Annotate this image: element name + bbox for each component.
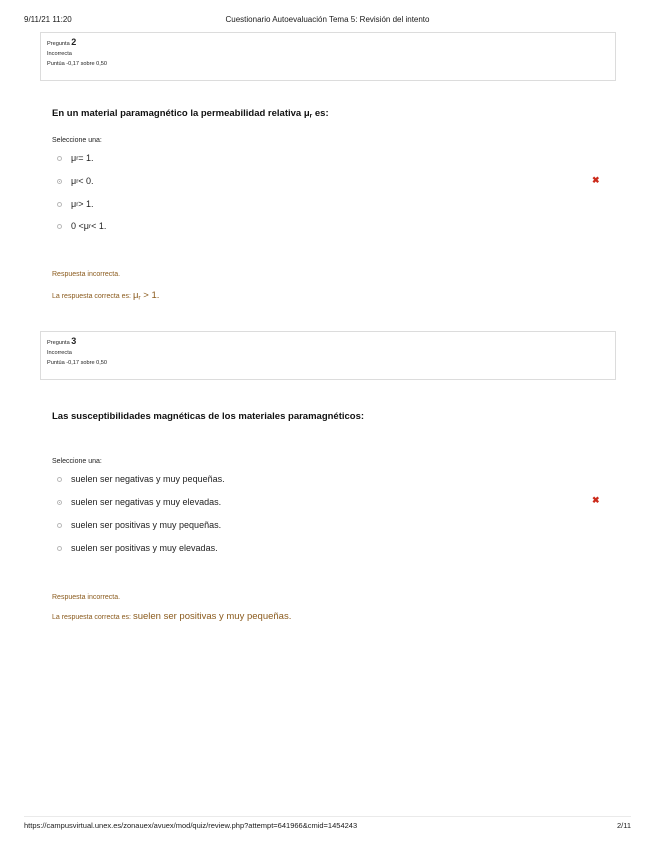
question-score: Puntúa -0,17 sobre 0,50	[47, 360, 108, 366]
question-3-text: Las susceptibilidades magnéticas de los materiales paramagnéticos:	[52, 411, 365, 422]
question-3-prompt: Seleccione una:	[52, 458, 102, 465]
question-2-correct-answer: La respuesta correcta es: $\mu_r > 1$.	[52, 290, 160, 302]
incorrect-icon: ✖	[592, 495, 600, 505]
question-3-option-1[interactable]: suelen ser negativas y muy pequeñas.	[57, 472, 225, 486]
print-footer	[24, 816, 631, 832]
radio-unchecked-icon[interactable]	[57, 202, 62, 207]
radio-unchecked-icon[interactable]	[57, 523, 62, 528]
question-2-option-1[interactable]: μ r = 1.	[57, 151, 94, 165]
question-2-option-2[interactable]: μ r < 0.	[57, 174, 94, 188]
question-2-option-4[interactable]: 0 < μ r < 1.	[57, 219, 106, 233]
question-3-option-4[interactable]: suelen ser positivas y muy elevadas.	[57, 541, 218, 555]
page-url: https://campusvirtual.unex.es/zonauex/avuex/mod/quiz/review.php?attempt=641966&cmid=1454243	[24, 821, 358, 830]
question-2-option-3[interactable]: μ r > 1.	[57, 197, 94, 211]
radio-unchecked-icon[interactable]	[57, 546, 62, 551]
print-page-title: Cuestionario Autoevaluación Tema 5: Revisión del intento	[225, 15, 430, 24]
question-3-info	[40, 331, 616, 380]
radio-unchecked-icon[interactable]	[57, 224, 62, 229]
incorrect-icon: ✖	[592, 175, 600, 185]
question-2-info	[40, 32, 616, 81]
page-number: 2/11	[616, 821, 631, 830]
question-3-option-2[interactable]: suelen ser negativas y muy elevadas.	[57, 495, 221, 509]
radio-checked-icon[interactable]	[57, 179, 62, 184]
print-datetime: 9/11/21 11:20	[24, 15, 72, 24]
question-2-prompt: Seleccione una:	[52, 137, 102, 144]
question-number: Pregunta 2	[47, 37, 77, 47]
question-2-feedback: Respuesta incorrecta.	[52, 271, 121, 278]
question-3-option-3[interactable]: suelen ser positivas y muy pequeñas.	[57, 518, 221, 532]
question-3-feedback: Respuesta incorrecta.	[52, 594, 121, 601]
question-status: Incorrecta	[47, 350, 72, 356]
question-3-correct-answer: La respuesta correcta es: suelen ser positivas y muy pequeñas.	[52, 611, 292, 622]
question-status: Incorrecta	[47, 51, 72, 57]
question-number: Pregunta 3	[47, 336, 77, 346]
question-2-text: En un material paramagnético la permeabilidad relativa $\mu_r$ es:	[52, 108, 329, 120]
radio-unchecked-icon[interactable]	[57, 156, 62, 161]
print-header	[24, 15, 631, 29]
question-score: Puntúa -0,17 sobre 0,50	[47, 61, 108, 67]
radio-unchecked-icon[interactable]	[57, 477, 62, 482]
radio-checked-icon[interactable]	[57, 500, 62, 505]
